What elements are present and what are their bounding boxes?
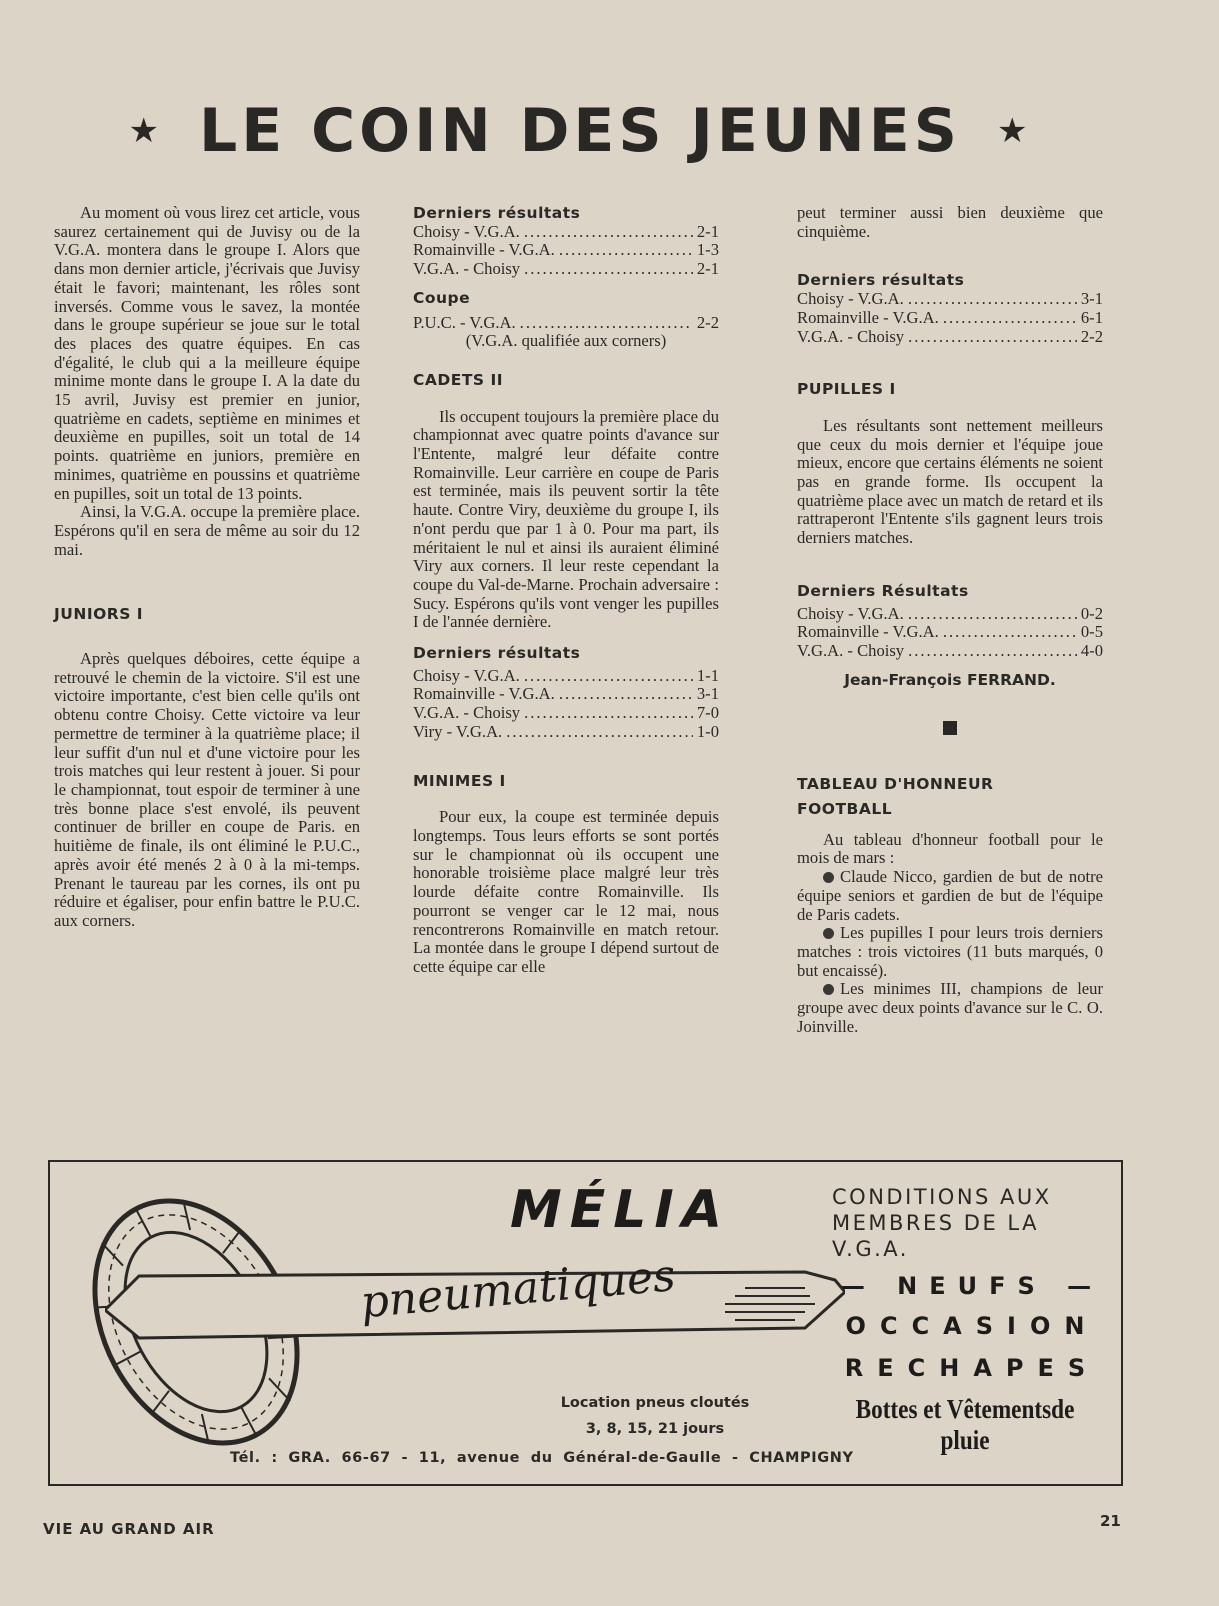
continued-paragraph: peut terminer aussi bien deuxième que cinquième.: [797, 203, 1103, 241]
column-1: [54, 204, 360, 931]
juniors-heading: JUNIORS I: [54, 605, 144, 624]
star-left-icon: ★: [128, 111, 164, 151]
signature: Jean-François FERRAND.: [844, 670, 1056, 689]
column-3: [797, 204, 1103, 1037]
brand-logo: MÉLIA: [510, 1180, 730, 1240]
result-row: P.U.C. - V.G.A. ..... 2-2: [413, 314, 719, 333]
bullet-icon: [823, 928, 834, 939]
page-title: [80, 96, 1080, 166]
results-table: [797, 290, 1103, 346]
bullet-icon: [823, 872, 834, 883]
rechapes-text: RECHAPES: [844, 1354, 1100, 1382]
results-heading: Derniers Résultats: [797, 581, 969, 600]
results-heading: Derniers résultats: [797, 271, 965, 290]
intro-paragraph-2: Ainsi, la V.G.A. occupe la première place. Espérons qu'il en sera de même au soir du 12 mai.: [54, 502, 361, 559]
brand-tagline: pneumatiques: [358, 1250, 678, 1329]
publication-name: VIE AU GRAND AIR: [43, 1520, 215, 1538]
minimes-heading: MINIMES I: [413, 771, 506, 790]
title-text: LE COIN DES JEUNES: [199, 96, 961, 166]
location-info: [530, 1390, 780, 1442]
result-row: Choisy - V.G.A. ..... 3-1: [797, 290, 1103, 309]
pupilles-paragraph: Les résultants sont nettement meilleurs que ceux du mois dernier et l'équipe joue mieux, encore que certains éléments ne soient pas en grande forme. Ils occupent la quatrième place avec un match de retard et ils rattraperont l'Entente s'ils gagnent leurs trois derniers matches.: [797, 415, 1103, 548]
result-row: Romainville - V.G.A. ..... 3-1: [413, 685, 719, 704]
star-right-icon: ★: [996, 111, 1032, 151]
honneur-item: Claude Nicco, gardien de but de notre équipe seniors et gardien de but de l'équipe de Paris cadets.: [797, 867, 1103, 924]
honneur-item: Les pupilles I pour leurs trois derniers matches : trois victoires (11 buts marqués, 0 but encaissé).: [797, 923, 1103, 980]
advertisement: [48, 1160, 1123, 1486]
result-row: V.G.A. - Choisy ..... 7-0: [413, 704, 719, 723]
bullet-icon: [823, 984, 834, 995]
separator-square-icon: [943, 721, 957, 735]
coupe-heading: Coupe: [413, 288, 471, 307]
bottes-text: Bottes et Vêtementsde pluie: [855, 1394, 1075, 1455]
result-row: Choisy - V.G.A. ..... 1-1: [413, 667, 719, 686]
occasion-text: OCCASION: [845, 1312, 1099, 1340]
result-row: V.G.A. - Choisy ..... 2-1: [413, 260, 719, 279]
result-row: Choisy - V.G.A. ..... 2-1: [413, 223, 719, 242]
minimes-paragraph: Pour eux, la coupe est terminée depuis longtemps. Tous leurs efforts se sont portés sur le championnat où ils occupent une honorable troisième place malgré leur très lourde défaite contre Romainville. Ils pourront se venger car le 12 mai, nous rencontrerons Romainville en match retour. La montée dans le groupe I dépend surtout de cette équipe car elle: [413, 807, 719, 976]
honneur-heading: TABLEAU D'HONNEUR: [797, 775, 994, 794]
coupe-note: (V.G.A. qualifiée aux corners): [465, 331, 667, 351]
result-row: Romainville - V.G.A. ..... 6-1: [797, 309, 1103, 328]
cadets-heading: CADETS II: [413, 370, 503, 389]
result-row: Choisy - V.G.A. ..... 0-2: [797, 605, 1103, 624]
results-table: [797, 605, 1103, 661]
results-heading: Derniers résultats: [413, 644, 581, 663]
honneur-intro: Au tableau d'honneur football pour le mois de mars :: [797, 829, 1103, 868]
results-table: [413, 667, 719, 742]
result-row: Viry - V.G.A. ..... 1-0: [413, 723, 719, 742]
location-line-2: 3, 8, 15, 21 jours: [585, 1421, 725, 1437]
location-line-1: Location pneus cloutés: [560, 1395, 750, 1411]
result-row: V.G.A. - Choisy ..... 4-0: [797, 642, 1103, 661]
neufs-text: — NEUFS —: [840, 1272, 1104, 1300]
result-row: Romainville - V.G.A. ..... 1-3: [413, 241, 719, 260]
result-row: Romainville - V.G.A. ..... 0-5: [797, 623, 1103, 642]
result-row: V.G.A. - Choisy ..... 2-2: [797, 328, 1103, 347]
address-line: Tél. : GRA. 66-67 - 11, avenue du Général-de-Gaulle - CHAMPIGNY: [230, 1450, 854, 1466]
conditions-text: CONDITIONS AUX MEMBRES DE LA V.G.A.: [832, 1185, 1052, 1261]
juniors-paragraph: Après quelques déboires, cette équipe a retrouvé le chemin de la victoire. S'il est une victoire importante, c'est bien celle qu'ils ont obtenu contre Choisy. Cette victoire va leur permettre de terminer à la quatrième place; il leur suffit d'un nul et d'une victoire pour les trois matches qui leur restent à jouer. Si pour le championnat, tout espoir de terminer à une très bonne place s'est envolé, ils peuvent continuer de briller en coupe de Paris. en huitième de finale, ils ont éliminé le P.U.C., après avoir été menés 2 à 0 à la mi-temps. Prenant le taureau par les cornes, ils ont pu réduire et égaliser, pour enfin battre le P.U.C. aux corners.: [54, 649, 360, 930]
coupe-table: [413, 314, 719, 333]
cadets-paragraph: Ils occupent toujours la première place du championnat avec quatre points d'avance sur l'Entente, malgré leur défaite contre Romainville. Leur carrière en coupe de Paris est terminée, mais ils peuvent sortir la tête haute. Contre Viry, deuxième du groupe I, ils n'ont perdu que par 1 à 0. Pour ma part, ils méritaient le nul et ainsi ils auraient éliminé Viry aux corners. Il leur reste cependant la coupe du Val-de-Marne. Prochain adversaire : Sucy. Espérons qu'ils vont venger les pupilles I de l'année dernière.: [413, 406, 719, 632]
honneur-subheading: FOOTBALL: [797, 800, 893, 819]
pupilles-heading: PUPILLES I: [797, 380, 896, 399]
honneur-item: Les minimes III, champions de leur groupe avec deux points d'avance sur le C. O. Joinville.: [797, 979, 1103, 1036]
column-2: [413, 204, 719, 977]
results-table: [413, 223, 719, 279]
results-heading: Derniers résultats: [413, 204, 581, 222]
page-number: 21: [1100, 1512, 1121, 1530]
intro-paragraph: Au moment où vous lirez cet article, vous saurez certainement qui de Juvisy ou de la V.G.A. montera dans le groupe I. Alors que dans mon dernier article, j'écrivais que Juvisy était le favori; maintenant, les rôles sont inversés. Comme vous le savez, la montée dans le groupe supérieur se joue sur le total des places des quatre équipes. En cas d'égalité, le club qui a la meilleure équipe minime monte dans le groupe I. A la date du 15 avril, Juvisy est premier en junior, quatrième en cadets, septième en minimes et deuxième en pupilles, soit un total de 14 points. quatrième en juniors, première en minimes, quatrième en poussins et quatrième en pupilles, soit un total de 13 points.: [54, 203, 360, 503]
